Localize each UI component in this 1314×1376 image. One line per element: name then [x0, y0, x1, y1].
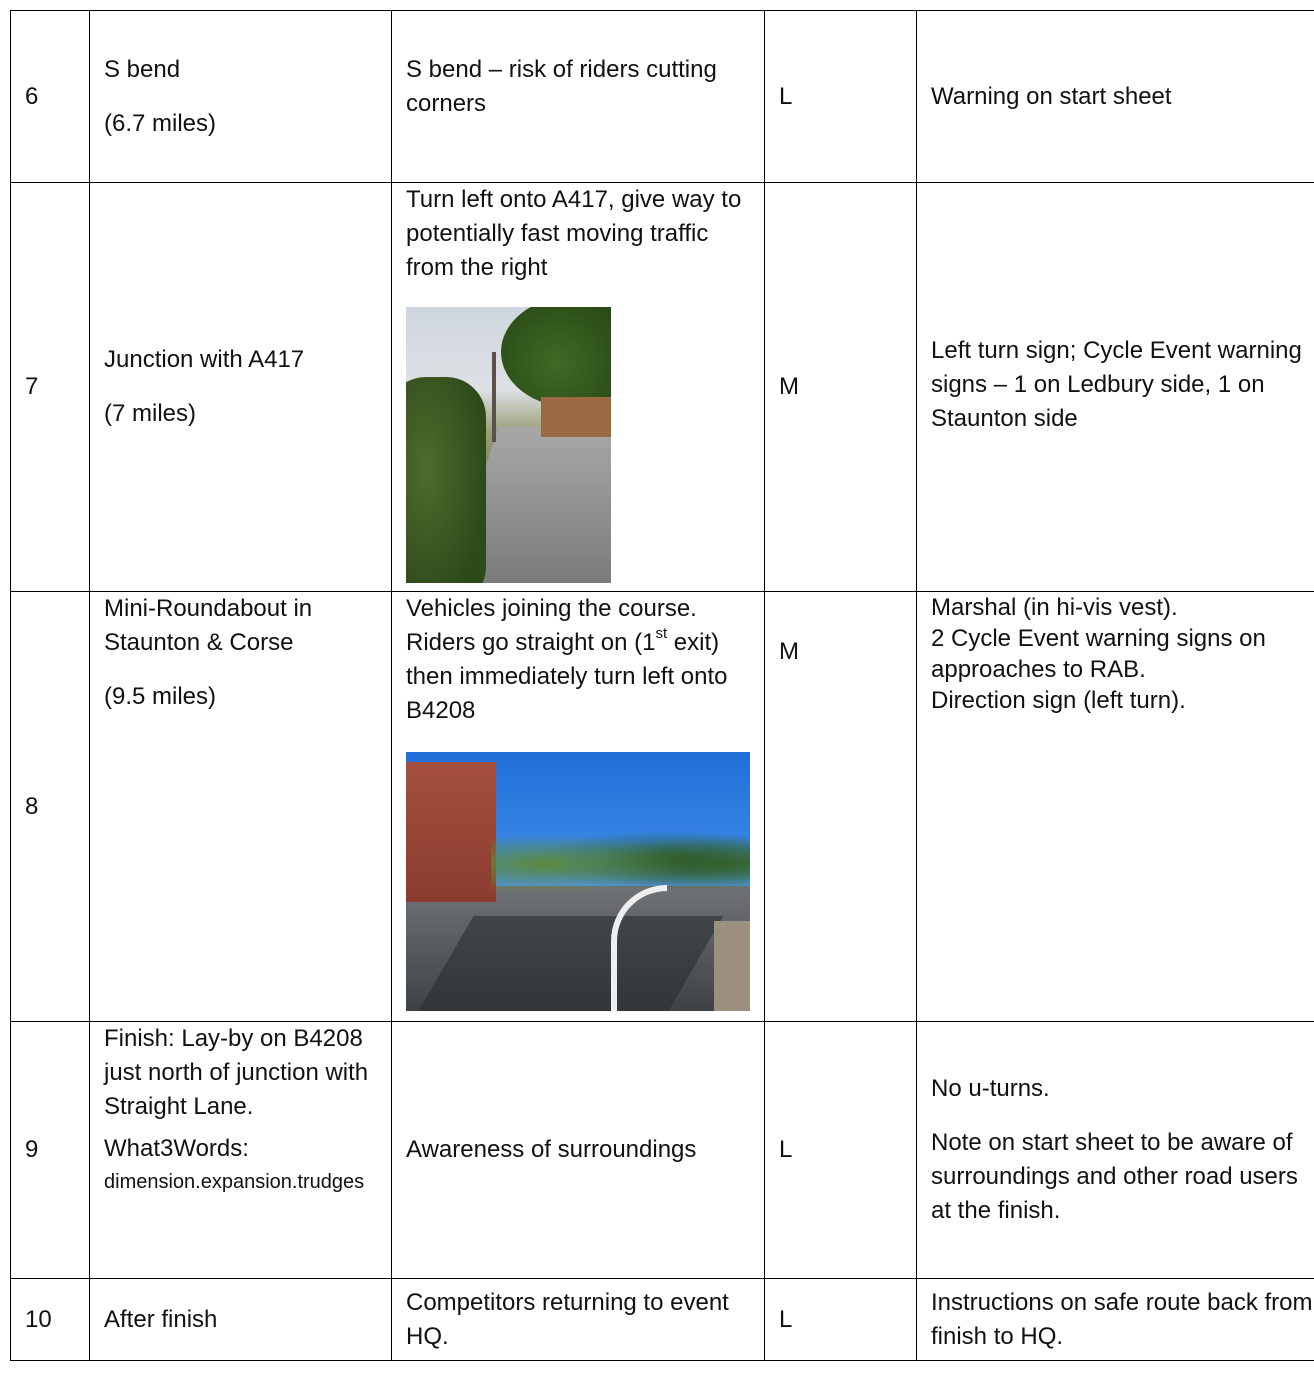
hazard-cell — [392, 183, 765, 592]
hazard-text-a: Vehicles joining the course. Riders go straight on (1 — [406, 595, 697, 656]
control-line: No u-turns. — [931, 1075, 1050, 1102]
location-cell — [90, 592, 392, 1022]
control-line: 2 Cycle Event warning signs on approaches to RAB. — [931, 625, 1266, 683]
hazard-cell — [392, 592, 765, 1022]
hazard-cell — [392, 1279, 765, 1361]
control-line: Note on start sheet to be aware of surroundings and other road users at the finish. — [931, 1129, 1298, 1224]
location-cell — [90, 1279, 392, 1361]
hazard-cell — [392, 1022, 765, 1279]
hazard-text: Competitors returning to event HQ. — [406, 1288, 729, 1350]
risk-level: L — [765, 1022, 917, 1279]
hazard-text: Turn left onto A417, give way to potentially fast moving traffic from the right — [406, 186, 742, 281]
hazard-text: S bend – risk of riders cutting corners — [406, 55, 717, 117]
hazard-text-b: exit) then immediately turn left onto B4208 — [406, 629, 728, 724]
control-line: Direction sign (left turn). — [931, 687, 1186, 714]
risk-level: L — [765, 1279, 917, 1361]
junction-photo — [406, 307, 611, 583]
control-cell — [917, 1022, 1314, 1279]
table-row — [11, 183, 1314, 592]
location-name: After finish — [104, 1305, 218, 1333]
control-cell — [917, 11, 1314, 183]
table-row — [11, 1279, 1314, 1361]
row-number: 6 — [11, 11, 90, 183]
risk-level-text: M — [779, 638, 799, 665]
table-row — [11, 592, 1314, 1022]
risk-level: L — [765, 11, 917, 183]
location-distance: (7 miles) — [104, 400, 197, 427]
table-row — [11, 1022, 1314, 1279]
risk-assessment-table — [10, 10, 1314, 1361]
location-name: Finish: Lay-by on B4208 just north of junction with Straight Lane. — [104, 1025, 369, 1120]
control-text: Instructions on safe route back from finish to HQ. — [931, 1288, 1313, 1350]
hazard-text — [406, 592, 752, 728]
location-cell — [90, 183, 392, 592]
location-cell — [90, 11, 392, 183]
location-name: Junction with A417 — [104, 346, 305, 373]
ordinal-suffix: st — [655, 625, 668, 642]
row-number: 9 — [11, 1022, 90, 1279]
what3words-label: What3Words: — [104, 1135, 249, 1162]
what3words-address: dimension.expansion.trudges — [104, 1171, 365, 1193]
control-text: Left turn sign; Cycle Event warning signs – 1 on Ledbury side, 1 on Staunton side — [931, 337, 1302, 432]
control-line: Marshal (in hi-vis vest). — [931, 594, 1178, 621]
roundabout-photo — [406, 752, 750, 1011]
location-distance: (9.5 miles) — [104, 683, 217, 710]
risk-level: M — [765, 183, 917, 592]
row-number: 8 — [11, 592, 90, 1022]
control-cell — [917, 1279, 1314, 1361]
control-cell — [917, 592, 1314, 1022]
location-name: S bend — [104, 55, 181, 83]
location-name: Mini-Roundabout in Staunton & Corse — [104, 595, 313, 656]
hazard-text: Awareness of surroundings — [406, 1136, 697, 1163]
row-number: 7 — [11, 183, 90, 592]
hazard-cell — [392, 11, 765, 183]
control-text: Warning on start sheet — [931, 82, 1172, 110]
table-row — [11, 11, 1314, 183]
risk-level — [765, 592, 917, 1022]
row-number: 10 — [11, 1279, 90, 1361]
location-distance: (6.7 miles) — [104, 109, 217, 137]
location-cell — [90, 1022, 392, 1279]
control-cell — [917, 183, 1314, 592]
